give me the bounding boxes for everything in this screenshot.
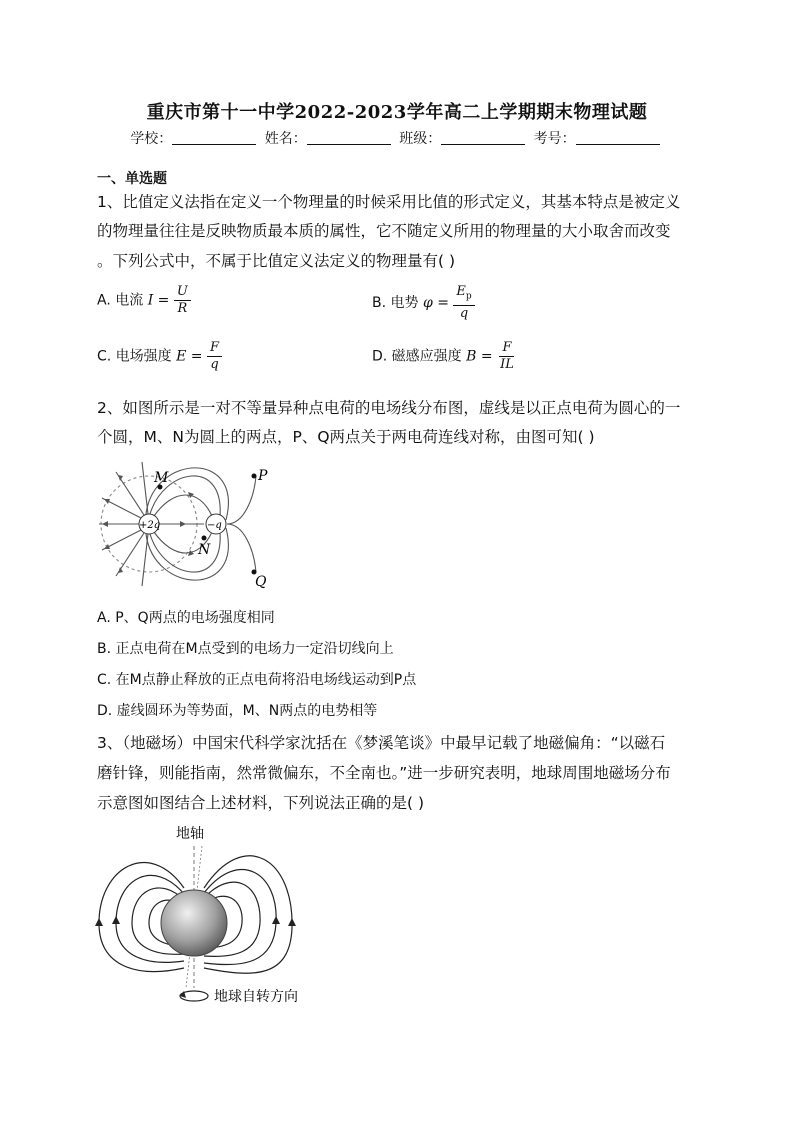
school-label: 学校： [130, 131, 173, 147]
number-blank[interactable] [576, 132, 660, 145]
pos-charge-label: +2q [139, 520, 161, 531]
q1-line-3: 。下列公式中，不属于比值定义法定义的物理量有( ) [97, 252, 456, 270]
q1-option-c[interactable]: C. 电场强度 E = $\frac{F}{q}$ [97, 340, 222, 373]
name-blank[interactable] [307, 132, 391, 145]
fraction: $\frac{E_p}{q}$ [453, 284, 474, 322]
earth-sphere [161, 890, 227, 956]
point-n [202, 536, 207, 541]
student-info-row [0, 128, 794, 148]
q3-line-2: 磨针锋，则能指南，然常微偏东，不全南也。”进一步研究表明，地球周围地磁场分布 [97, 764, 671, 782]
number-label: 考号： [533, 131, 576, 147]
q3-line-3: 示意图如图结合上述材料，下列说法正确的是( ) [97, 794, 425, 812]
page-title: 重庆市第十一中学2022-2023学年高二上学期期末物理试题 [146, 102, 648, 123]
label-n: N [198, 542, 211, 558]
geomagnetic-field-diagram [94, 818, 324, 1013]
fraction: $\frac{F}{IL}$ [500, 340, 514, 372]
q2-option-b[interactable]: B. 正点电荷在M点受到的电场力一定沿切线向上 [97, 641, 394, 657]
q1-line-1: 1、比值定义法指在定义一个物理量的时候采用比值的形式定义，其基本特点是被定义 [97, 193, 681, 211]
point-p [252, 474, 257, 479]
q1-option-b[interactable]: B. 电势 φ = $\frac{E_p}{q}$ [372, 284, 475, 322]
q2-option-c[interactable]: C. 在M点静止释放的正点电荷将沿电场线运动到P点 [97, 672, 417, 688]
name-label: 姓名： [264, 131, 307, 147]
school-blank[interactable] [172, 132, 256, 145]
q2-option-a[interactable]: A. P、Q两点的电场强度相同 [97, 610, 275, 626]
fraction: $\frac{F}{q}$ [207, 340, 222, 373]
q1-option-d[interactable]: D. 磁感应强度 B = $\frac{F}{IL}$ [372, 340, 517, 373]
section-heading: 一、单选题 [97, 171, 167, 187]
q1-option-a[interactable]: A. 电流 I = $\frac{U}{R}$ [97, 284, 191, 317]
label-q: Q [255, 574, 267, 590]
class-blank[interactable] [441, 132, 525, 145]
q2-line-1: 2、如图所示是一对不等量异种点电荷的电场线分布图，虚线是以正点电荷为圆心的一 [97, 399, 681, 417]
q1-line-2: 的物理量往往是反映物质最本质的属性，它不随定义所用的物理量的大小取舍而改变 [97, 222, 671, 240]
label-p: P [258, 468, 268, 484]
class-label: 班级： [399, 131, 442, 147]
q2-line-2: 个圆，M、N为圆上的两点，P、Q两点关于两电荷连线对称，由图可知( ) [97, 428, 595, 446]
axis-label: 地轴 [176, 826, 204, 842]
q3-line-1: 3、（地磁场）中国宋代科学家沈括在《梦溪笔谈》中最早记载了地磁偏角：“以磁石 [97, 734, 666, 752]
q2-option-d[interactable]: D. 虚线圆环为等势面，M、N两点的电势相等 [97, 703, 378, 719]
label-m: M [154, 470, 169, 486]
fraction: $\frac{U}{R}$ [174, 284, 191, 317]
neg-charge-label: −q [207, 520, 222, 531]
rotation-label: 地球自转方向 [214, 989, 298, 1005]
electric-field-diagram [94, 458, 284, 590]
